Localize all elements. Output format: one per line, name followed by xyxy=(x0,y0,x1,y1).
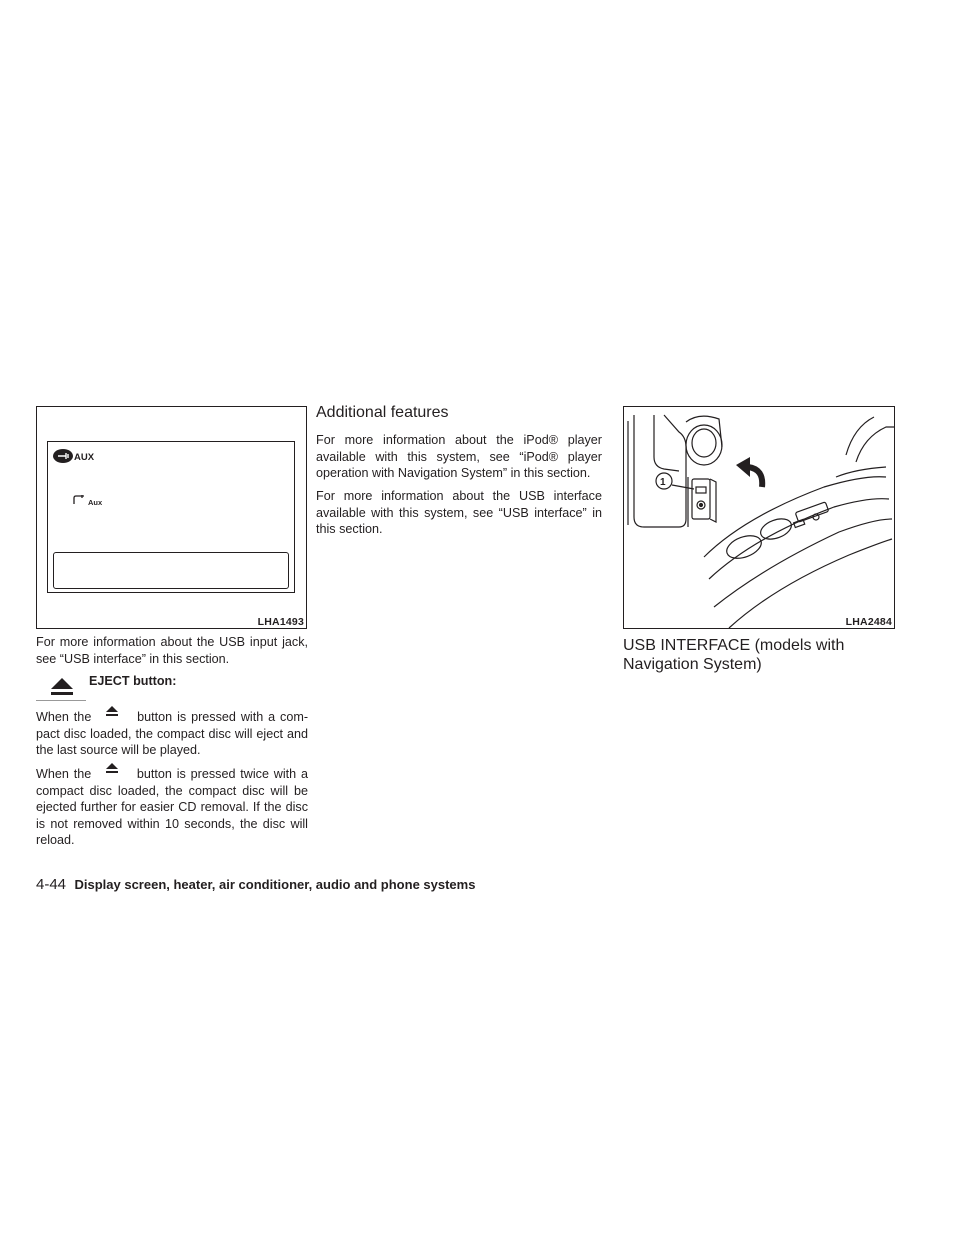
aux-small-plug-icon xyxy=(72,495,86,505)
screen-bottom-bar xyxy=(53,552,289,589)
ipod-reference: For more information about the iPod® player available with this system, see “iPod® player operation with Navigation System” in this section. xyxy=(316,433,602,480)
inline-eject-icon xyxy=(96,708,132,720)
eject-heading: EJECT button: xyxy=(89,674,177,688)
eject-para-2-rest: button is pressed twice with a compact disc loaded, the compact disc will be ejected further for easier CD removal. If the disc is not removed within 10 seconds, the disc will reload. xyxy=(36,767,309,847)
aux-plug-icon xyxy=(52,448,74,464)
eject-icon xyxy=(42,674,82,700)
screen-menu-item: Aux xyxy=(88,498,103,507)
eject-para-1-start: When the xyxy=(36,710,92,724)
screen-title: AUX xyxy=(74,452,95,463)
additional-features-heading: Additional features xyxy=(316,404,449,421)
display-screen-outline xyxy=(47,441,295,593)
aux-screen-figure xyxy=(36,406,307,629)
usb-jack-reference: For more information about the USB input jack, see “USB interface” in this section. xyxy=(36,635,308,666)
usb-location-figure xyxy=(623,406,895,629)
usb-interface-heading: USB INTERFACE (models with Navigation System) xyxy=(623,637,845,673)
eject-para-1 xyxy=(36,708,308,759)
figure-code: LHA2484 xyxy=(845,616,892,628)
eject-para-2-start: When the xyxy=(36,767,92,781)
inline-eject-icon xyxy=(96,765,132,777)
page-footer xyxy=(36,876,475,894)
usb-interface-reference: For more information about the USB interface available with this system, see “USB interface” in this section. xyxy=(316,489,602,536)
eject-para-2 xyxy=(36,765,308,849)
eject-para-1-rest: button is pressed with a com-pact disc loaded, the compact disc will eject and the last source will be played. xyxy=(36,710,309,757)
callout-number: 1 xyxy=(660,477,666,488)
page-number: 4-44 xyxy=(36,876,67,893)
center-console-illustration xyxy=(624,407,894,628)
chapter-title: Display screen, heater, air conditioner, audio and phone systems xyxy=(74,877,476,892)
eject-heading-box xyxy=(36,672,86,701)
figure-code: LHA1493 xyxy=(257,616,304,628)
